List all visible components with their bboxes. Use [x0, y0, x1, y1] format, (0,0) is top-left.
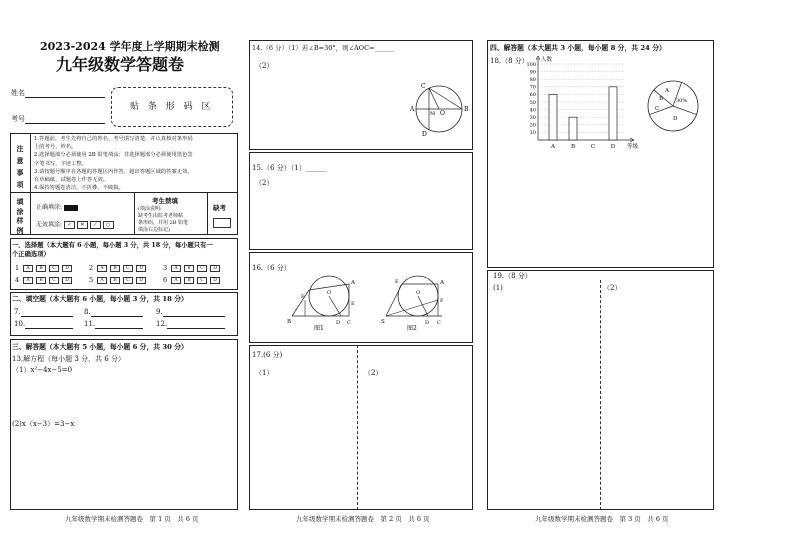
- y-tick-label: 50: [529, 99, 536, 106]
- mc-option-3-C[interactable]: C: [197, 265, 207, 272]
- svg-text:O: O: [327, 290, 332, 296]
- mc-question-number: 3: [163, 264, 168, 272]
- y-tick-label: 100: [526, 61, 536, 68]
- mc-option-4-A[interactable]: A: [23, 277, 33, 284]
- sec1-title: 一、选择题（本大题有 6 小题，每小题 3 分，共 18 分，每小题只有一: [12, 242, 213, 249]
- y-tick-label: 30: [529, 115, 536, 121]
- x-tick-label-C: C: [590, 144, 596, 150]
- sec4-title: 四、解答题（本大题共 3 小题，每小题 8 分，共 24 分）: [490, 44, 666, 52]
- mc-option-5-C[interactable]: C: [123, 277, 133, 284]
- sec2-title: 二、填空题（本大题有 6 小题，每小题 3 分，共 18 分）: [12, 295, 188, 303]
- q19-part2: （2）: [603, 284, 622, 292]
- svg-text:D: D: [425, 320, 430, 326]
- pie-divider: [654, 90, 673, 106]
- circle-mark-icon: ○: [103, 221, 114, 229]
- mc-option-2-B[interactable]: B: [110, 265, 120, 272]
- mc-question-number: 1: [15, 264, 20, 272]
- y-tick-label: 80: [529, 77, 536, 83]
- mc-question-2: [89, 264, 149, 272]
- q18-bar-chart: [524, 56, 644, 152]
- mc-option-2-C[interactable]: C: [123, 265, 133, 272]
- mc-option-5-A[interactable]: A: [97, 277, 107, 284]
- fig1-caption: 图1: [314, 325, 324, 332]
- mc-question-5: [89, 276, 149, 284]
- svg-text:O: O: [416, 290, 421, 296]
- svg-text:O: O: [440, 110, 445, 117]
- pie-divider: [673, 106, 696, 115]
- q13-title: 13.解方程（每小题 3 分，共 6 分）: [12, 355, 125, 363]
- blank-8[interactable]: 8.: [84, 308, 143, 317]
- mc-option-5-D[interactable]: D: [136, 277, 146, 284]
- blank-7[interactable]: 7.: [14, 308, 73, 317]
- mc-option-6-B[interactable]: B: [184, 277, 194, 284]
- sec3-title: 三、解答题（本大题有 5 小题，每小题 6 分，共 30 分）: [12, 343, 188, 351]
- mc-question-1: [15, 264, 75, 272]
- pie-label-B: B: [659, 96, 664, 102]
- exam-title: 九年级数学答题卷: [56, 55, 185, 74]
- y-tick-label: 40: [529, 107, 536, 114]
- exam-rule-text: (填涂说明: 缺考生由监考老师粘 条形码，并用 2B 铅笔 填涂右边标记): [138, 206, 189, 233]
- x-tick-label-B: B: [570, 144, 576, 150]
- q15-part2: （2）: [255, 179, 274, 187]
- y-tick-label: 20: [529, 122, 536, 129]
- slash-mark-icon: ⁄: [90, 221, 101, 229]
- name-field[interactable]: 姓名: [11, 89, 105, 98]
- svg-text:D: D: [336, 320, 341, 326]
- blank-9[interactable]: 9.: [156, 308, 225, 317]
- mc-option-3-D[interactable]: D: [210, 265, 220, 272]
- x-axis-label: 等级: [627, 144, 639, 150]
- x-tick-label-D: D: [610, 144, 616, 150]
- sec1-title-cont: 个正确选项）: [12, 251, 50, 258]
- exam-rule-title: 考生禁填: [152, 197, 178, 205]
- page-2-footer: 九年级数学期末检测答题卷 第 2 页 共 6 页: [296, 515, 430, 523]
- id-field[interactable]: 考号: [11, 115, 105, 124]
- q16-text: 16.（6 分）: [252, 264, 291, 272]
- q16-figure-1: [285, 270, 360, 336]
- mc-option-2-D[interactable]: D: [136, 265, 146, 272]
- mc-option-6-D[interactable]: D: [210, 277, 220, 284]
- y-tick-label: 10: [529, 130, 536, 137]
- fill-sample-label: 填涂样例: [16, 197, 24, 235]
- svg-text:F: F: [440, 298, 444, 304]
- q17-box[interactable]: [249, 345, 473, 510]
- svg-text:A: A: [351, 280, 355, 286]
- svg-text:E: E: [351, 301, 355, 307]
- pie-label-C: C: [655, 106, 660, 112]
- svg-text:C: C: [347, 320, 351, 326]
- svg-text:C: C: [421, 83, 426, 90]
- mc-question-number: 5: [89, 276, 94, 284]
- page-1-footer: 九年级数学期末检测答题卷 第 1 页 共 6 页: [65, 515, 199, 523]
- q16-figure-2: [380, 270, 455, 336]
- q14-text: 14.（6 分）（1）若∠B=30°，则∠AOC=______: [252, 44, 395, 52]
- mc-option-4-C[interactable]: C: [49, 277, 59, 284]
- y-tick-label: 60: [529, 92, 536, 99]
- barcode-label: 贴 条 形 码 区: [130, 102, 214, 112]
- barcode-area: [111, 87, 233, 127]
- mc-option-5-B[interactable]: B: [110, 277, 120, 284]
- svg-text:C: C: [437, 320, 441, 326]
- q17-part2: （2）: [364, 369, 383, 377]
- mc-option-6-A[interactable]: A: [171, 277, 181, 284]
- pie-label-D: D: [673, 116, 678, 122]
- filled-mark-icon: [64, 205, 78, 211]
- mc-option-4-B[interactable]: B: [36, 277, 46, 284]
- mc-question-number: 2: [89, 264, 94, 272]
- wrong-fill: 无效填涂: ✓ ✕ ⁄ ○: [36, 221, 114, 229]
- mc-question-number: 6: [163, 276, 168, 284]
- q17-part1: （1）: [255, 369, 274, 377]
- y-tick-label: 70: [529, 84, 536, 91]
- svg-text:E: E: [395, 279, 399, 285]
- svg-text:F: F: [301, 294, 305, 300]
- q19-text: 19.（8 分）: [493, 272, 532, 280]
- notes-list: 1.答题前，考生先将自己的姓名、考号填写清楚，并认真核对条形码 上的考号、姓名。 2.选择题部分必须使用 2B 铅笔填涂；非选择题部分必须使用黑色签 字笔书写，字迹工整。 3.请按题号顺序在各题的答题区内作答，超出答题区域的答案无效， 在草稿纸、试题卷上作答无效。 4.保持答题卷清洁，不折叠，不破损。: [34, 136, 193, 192]
- check-mark-icon: ✓: [64, 221, 75, 229]
- absent-label: 缺考: [213, 204, 226, 212]
- mc-option-1-A[interactable]: A: [23, 265, 33, 272]
- q15-text: 15.（6 分）（1）______: [252, 164, 327, 172]
- cross-mark-icon: ✕: [77, 221, 88, 229]
- q13-part1: （1）x²−4x−5=0: [12, 366, 73, 374]
- q17-text: 17.(6 分): [252, 351, 283, 359]
- pie-divider: [650, 106, 673, 115]
- bar-A: [549, 94, 557, 140]
- svg-text:A: A: [440, 280, 444, 286]
- x-tick-label-A: A: [551, 144, 555, 150]
- svg-text:B: B: [287, 319, 292, 325]
- bar-D: [609, 87, 617, 140]
- y-axis-label: 人数: [541, 57, 553, 63]
- mc-option-3-B[interactable]: B: [184, 265, 194, 272]
- mc-question-4: [15, 276, 75, 284]
- mc-option-1-D[interactable]: D: [62, 265, 72, 272]
- fig2-caption: 图2: [407, 325, 417, 332]
- correct-fill: 正确填涂:: [36, 204, 78, 212]
- q18-text: 18.（8 分）: [490, 57, 529, 65]
- mc-option-6-C[interactable]: C: [197, 277, 207, 284]
- mc-question-number: 4: [15, 276, 20, 284]
- absent-checkbox[interactable]: [213, 218, 231, 228]
- mc-option-3-A[interactable]: A: [171, 265, 181, 272]
- q18-pie-chart: [645, 78, 701, 134]
- q14-part2: （2）: [255, 62, 274, 70]
- mc-option-4-D[interactable]: D: [62, 277, 72, 284]
- pie-annotation: 30%: [676, 98, 688, 104]
- y-tick-label: 90: [529, 69, 536, 76]
- pie-label-A: A: [665, 88, 669, 94]
- bar-B: [569, 117, 577, 140]
- page-3-footer: 九年级数学期末检测答题卷 第 3 页 共 6 页: [535, 515, 669, 523]
- svg-text:B: B: [464, 106, 469, 113]
- notes-label: 注意事项: [16, 144, 24, 189]
- svg-text:D: D: [422, 131, 427, 138]
- q19-part1: (1): [493, 284, 503, 292]
- q13-part2: (2)x（x−3）=3−x: [12, 420, 75, 428]
- q14-circle-figure: [405, 80, 475, 140]
- svg-text:S: S: [381, 319, 385, 325]
- mc-option-2-A[interactable]: A: [97, 265, 107, 272]
- mc-question-3: [163, 264, 223, 272]
- blank-10[interactable]: 10.: [14, 320, 73, 329]
- blank-11[interactable]: 11.: [84, 320, 143, 329]
- mc-question-6: [163, 276, 223, 284]
- mc-option-1-C[interactable]: C: [49, 265, 59, 272]
- svg-text:M: M: [430, 111, 436, 117]
- blank-12[interactable]: 12.: [156, 320, 225, 329]
- svg-text:A: A: [410, 106, 415, 113]
- exam-header: 2023-2024 学年度上学期期末检测: [40, 40, 220, 53]
- mc-option-1-B[interactable]: B: [36, 265, 46, 272]
